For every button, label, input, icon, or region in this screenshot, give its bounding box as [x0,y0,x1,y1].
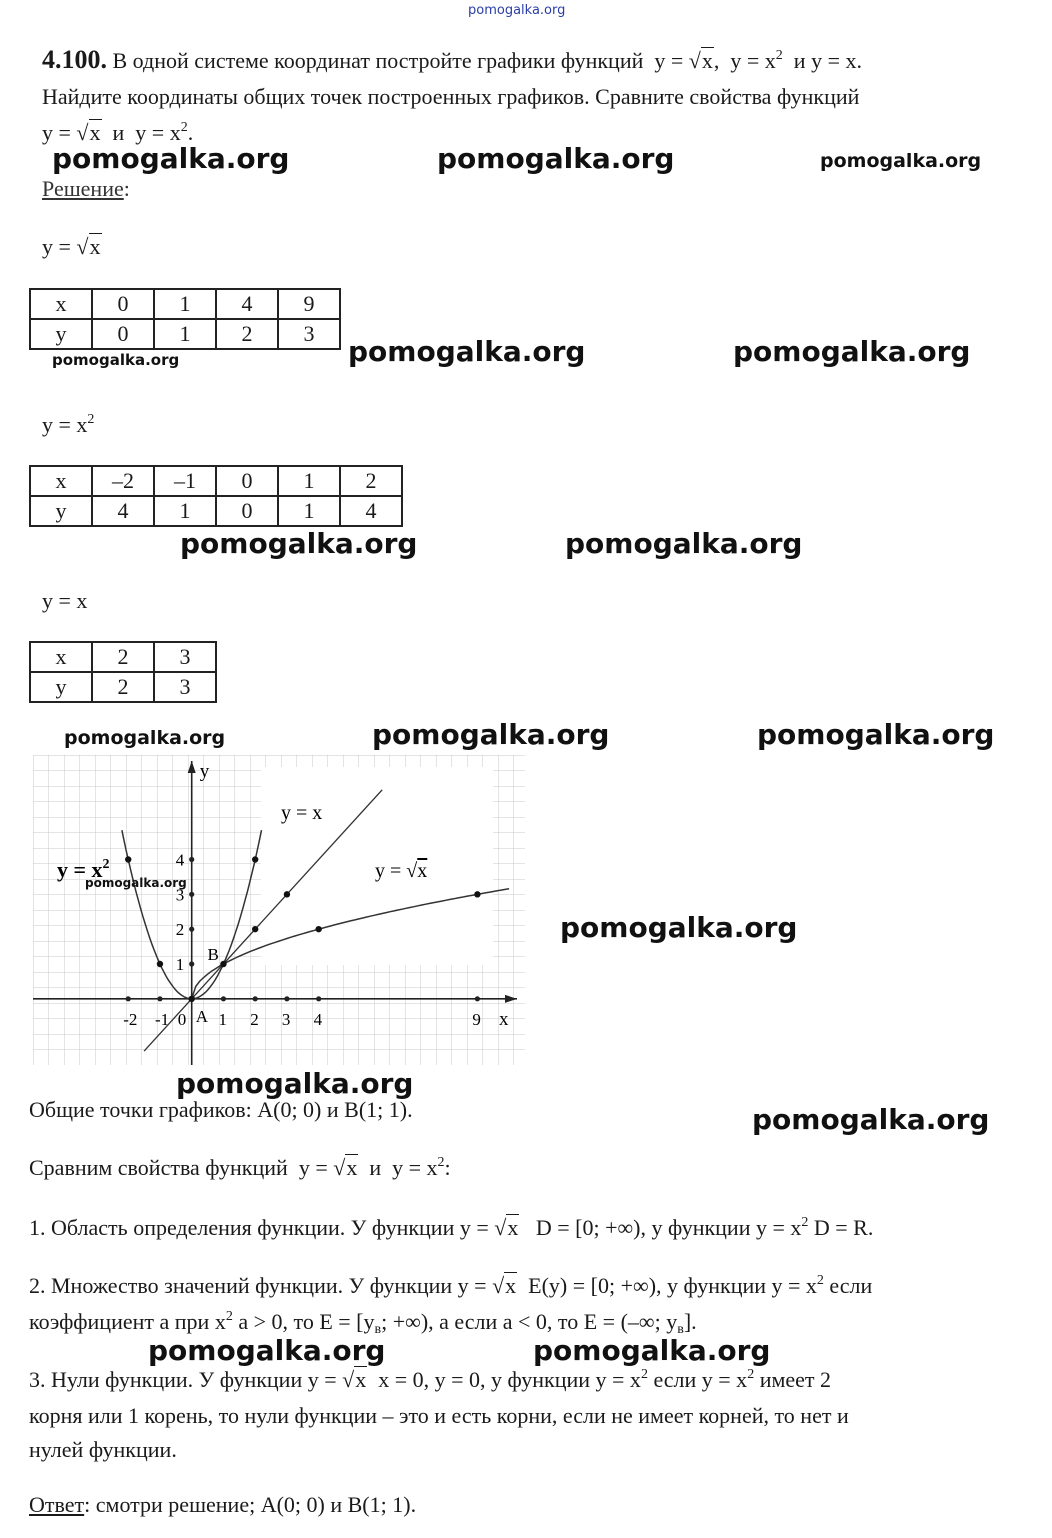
x-tick-mark [221,996,226,1001]
table-cell: 9 [278,289,340,319]
compare-line: Сравним свойства функций y = √x и $y = x^2$: [29,1155,451,1180]
watermark: pomogalka.org [565,527,803,560]
data-point [315,926,321,932]
table-row [30,319,340,349]
table-cell: 0 [92,319,154,349]
table-cell: 0 [216,496,278,526]
table-cell: 4 [92,496,154,526]
y-tick-mark [189,892,194,897]
property-domain: 1. Область определения функции. У функции y = √x D = [0; +∞), у функции $y = x^2$ D = R. [29,1215,874,1240]
data-point [252,926,258,932]
square-values-table [29,465,403,527]
table-cell: 1 [154,289,216,319]
watermark: pomogalka.org [733,335,971,368]
watermark: pomogalka.org [85,876,187,890]
table-cell: 2 [216,319,278,349]
solution-heading: Решение: [42,176,130,201]
series-label-linear: y = x [281,802,323,824]
x-tick-label: 9 [472,1009,481,1029]
x-tick-label: -1 [154,1009,170,1029]
table-cell: x [30,289,92,319]
table-cell: x [30,642,92,672]
y-tick-mark [189,857,194,862]
linear-function-label: y = x [42,588,88,613]
x-axis-label: x [499,1008,509,1030]
table-cell: 1 [154,496,216,526]
header-watermark[interactable]: pomogalka.org [468,3,566,18]
y-tick-label: 4 [175,850,185,870]
table-cell: –1 [154,466,216,496]
watermark: pomogalka.org [348,335,586,368]
data-point [125,856,131,862]
table-cell: 4 [216,289,278,319]
table-cell: 3 [154,672,216,702]
table-cell: 3 [278,319,340,349]
table-cell: –2 [92,466,154,496]
table-row [30,496,402,526]
task-line-3: y = √x и $y = x^2$. [42,120,194,145]
x-tick-label: 4 [313,1009,323,1029]
x-tick-label: 1 [218,1009,227,1029]
table-cell: 1 [154,319,216,349]
sqrt-function-label: y = √x [42,234,101,259]
y-tick-mark [189,961,194,966]
y-tick-label: 3 [175,885,185,905]
property-zeros-line-3: нулей функции. [29,1437,177,1462]
watermark: pomogalka.org [560,911,798,944]
watermark: pomogalka.org [52,351,180,369]
table-row [30,672,216,702]
x-tick-mark [157,996,162,1001]
table-row [30,289,340,319]
point-label-a: A [195,1006,208,1026]
y-tick-label: 2 [175,920,185,940]
data-point [189,996,195,1002]
table-cell: 1 [278,496,340,526]
table-cell: 0 [92,289,154,319]
x-tick-mark [475,996,480,1001]
property-range-line-1: 2. Множество значений функции. У функции y = √x E(y) = [0; +∞), у функции $y = x^2$ если [29,1273,873,1298]
common-points: Общие точки графиков: А(0; 0) и В(1; 1). [29,1097,413,1122]
table-cell: 2 [92,672,154,702]
task-line-1: 4.100. В одной системе координат постройте графики функций y = √x, $y = x^2$ и y = x. [42,45,862,74]
series-label-parabola: $y = x^2$ [57,857,110,882]
watermark: pomogalka.org [176,1067,414,1100]
property-range-line-2: коэффициент a при $x^2$ a > 0, то $E = [y_в$; +∞), а если a < 0, то E = (–∞; $y_в$]. [29,1309,697,1337]
function-graph [33,755,525,1065]
task-number: 4.100. [42,45,107,74]
table-cell: 1 [278,466,340,496]
table-cell: 3 [154,642,216,672]
x-tick-label: 2 [250,1009,259,1029]
watermark: pomogalka.org [148,1334,386,1367]
watermark: pomogalka.org [757,718,995,751]
property-zeros-line-1: 3. Нули функции. У функции y = √x x = 0, y = 0, у функции $y = x^2$ если $y = x^2$ имеет 2 [29,1367,832,1392]
data-point [157,961,163,967]
point-label-b: B [207,944,219,964]
task-line-2: Найдите координаты общих точек построенных графиков. Сравните свойства функций [42,84,860,109]
watermark: pomogalka.org [64,727,226,749]
y-axis-label: y [199,761,210,782]
table-cell: 2 [92,642,154,672]
table-cell: y [30,672,92,702]
x-tick-mark [284,996,289,1001]
table-cell: 0 [216,466,278,496]
watermark: pomogalka.org [752,1103,990,1136]
property-zeros-line-2: корня или 1 корень, то нули функции – это и есть корни, если не имеет корней, то нет и [29,1403,849,1428]
x-tick-mark [253,996,258,1001]
watermark: pomogalka.org [180,527,418,560]
x-tick-label: 0 [177,1009,187,1029]
table-cell: 4 [340,496,402,526]
y-tick-label: 1 [175,954,185,974]
x-tick-mark [126,996,131,1001]
data-point [252,856,258,862]
data-point [220,961,226,967]
answer: Ответ: смотри решение; А(0; 0) и В(1; 1). [29,1492,417,1517]
data-point [284,891,290,897]
table-row [30,466,402,496]
watermark: pomogalka.org [52,142,290,175]
data-point [474,891,480,897]
watermark: pomogalka.org [437,142,675,175]
table-cell: y [30,319,92,349]
linear-values-table [29,641,217,703]
table-cell: y [30,496,92,526]
watermark: pomogalka.org [533,1334,771,1367]
watermark: pomogalka.org [372,718,610,751]
x-tick-label: -2 [123,1009,138,1029]
table-row [30,642,216,672]
x-tick-label: 3 [281,1009,291,1029]
y-tick-mark [189,927,194,932]
series-label-sqrt: y = √x [375,860,428,882]
sqrt-values-table [29,288,341,350]
table-cell: 2 [340,466,402,496]
square-function-label: $y = x^2$ [42,412,95,437]
table-cell: x [30,466,92,496]
x-tick-mark [316,996,321,1001]
watermark: pomogalka.org [820,150,982,172]
